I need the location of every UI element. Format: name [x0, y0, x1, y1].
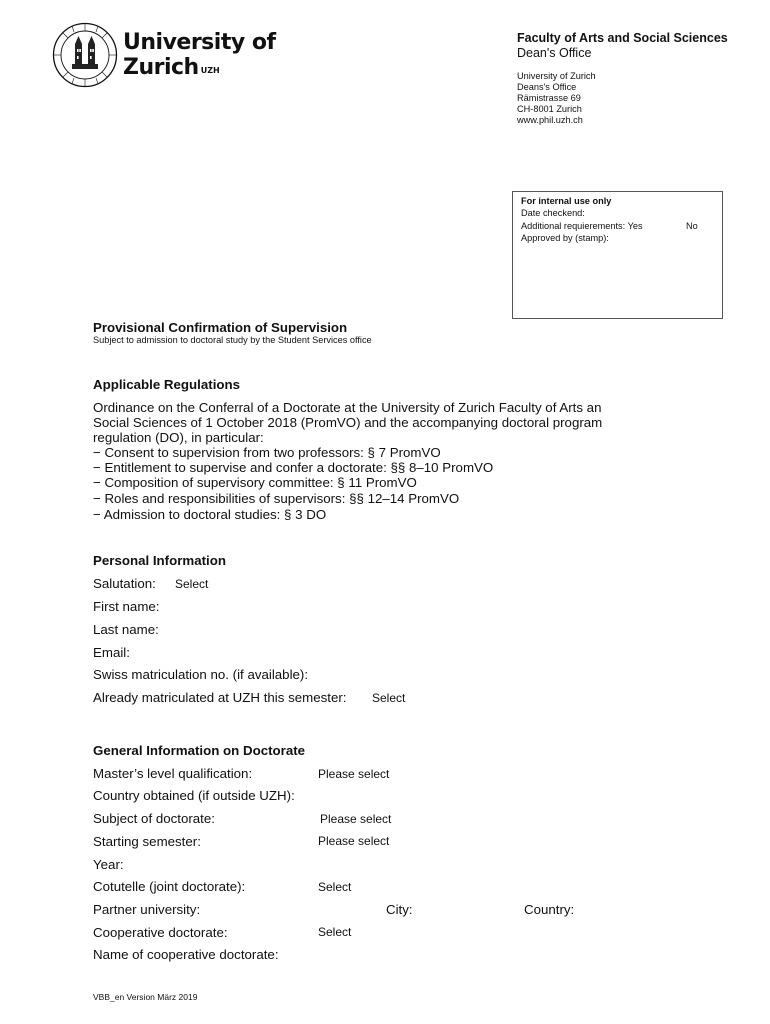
email-label: Email: — [93, 645, 130, 660]
date-checked-label: Date checkend: — [521, 208, 585, 218]
document-subtitle: Subject to admission to doctoral study by the Student Services office — [93, 335, 372, 345]
city-label: City: — [386, 902, 413, 917]
regulation-item: − Roles and responsibilities of supervisors: §§ 12–14 PromVO — [93, 491, 460, 506]
cooperative-name-label: Name of cooperative doctorate: — [93, 947, 279, 962]
regulations-heading: Applicable Regulations — [93, 377, 241, 392]
already-matriculated-select[interactable]: Select — [372, 691, 406, 705]
address-line-2: Deans's Office — [517, 82, 577, 92]
masters-label: Master’s level qualification: — [93, 766, 253, 781]
last-name-label: Last name: — [93, 622, 159, 637]
university-seal-logo — [52, 22, 118, 88]
version-footer: VBB_en Version März 2019 — [93, 992, 198, 1002]
regulation-item: − Entitlement to supervise and confer a doctorate: §§ 8–10 PromVO — [93, 460, 494, 475]
subject-select[interactable]: Please select — [320, 812, 392, 826]
country-obtained-label: Country obtained (if outside UZH): — [93, 788, 295, 803]
partner-university-label: Partner university: — [93, 902, 201, 917]
university-name-line1: University of — [123, 30, 276, 55]
year-label: Year: — [93, 857, 124, 872]
semester-select[interactable]: Please select — [318, 834, 390, 848]
regulations-line: Social Sciences of 1 October 2018 (PromVO) and the accompanying doctoral program — [93, 415, 603, 430]
masters-select[interactable]: Please select — [318, 767, 390, 781]
regulation-item: − Composition of supervisory committee: § 11 PromVO — [93, 475, 417, 490]
approved-by-label: Approved by (stamp): — [521, 233, 609, 243]
salutation-select[interactable]: Select — [175, 577, 209, 591]
general-info-heading: General Information on Doctorate — [93, 743, 306, 758]
university-name-line2: Zurich — [123, 55, 199, 80]
website-link[interactable]: www.phil.uzh.ch — [517, 115, 583, 125]
address-line-1: University of Zurich — [517, 71, 596, 81]
cotutelle-select[interactable]: Select — [318, 880, 352, 894]
subject-label: Subject of doctorate: — [93, 811, 215, 826]
internal-use-box — [512, 191, 723, 319]
first-name-label: First name: — [93, 599, 160, 614]
faculty-name: Faculty of Arts and Social Sciences — [517, 31, 728, 45]
regulation-item: − Admission to doctoral studies: § 3 DO — [93, 507, 327, 522]
regulation-item: − Consent to supervision from two professors: § 7 PromVO — [93, 445, 441, 460]
cotutelle-label: Cotutelle (joint doctorate): — [93, 879, 246, 894]
regulations-line: regulation (DO), in particular: — [93, 430, 264, 445]
university-wordmark — [123, 30, 276, 80]
internal-use-title: For internal use only — [521, 196, 612, 206]
country-label: Country: — [524, 902, 575, 917]
cooperative-doctorate-label: Cooperative doctorate: — [93, 925, 228, 940]
uzh-superscript: UZH — [200, 66, 220, 75]
personal-info-heading: Personal Information — [93, 553, 226, 568]
additional-requirements-no[interactable]: No — [686, 221, 698, 231]
regulations-line: Ordinance on the Conferral of a Doctorate at the University of Zurich Faculty of Arts an — [93, 400, 602, 415]
cooperative-doctorate-select[interactable]: Select — [318, 925, 352, 939]
matriculation-label: Swiss matriculation no. (if available): — [93, 667, 309, 682]
address-line-4: CH-8001 Zurich — [517, 104, 582, 114]
additional-requirements-yes[interactable]: Additional requierements: Yes — [521, 221, 643, 231]
salutation-label: Salutation: — [93, 576, 156, 591]
semester-label: Starting semester: — [93, 834, 201, 849]
already-matriculated-label: Already matriculated at UZH this semester: — [93, 690, 347, 705]
office-name: Dean's Office — [517, 46, 592, 60]
document-title: Provisional Confirmation of Supervision — [93, 320, 348, 335]
address-line-3: Rämistrasse 69 — [517, 93, 581, 103]
